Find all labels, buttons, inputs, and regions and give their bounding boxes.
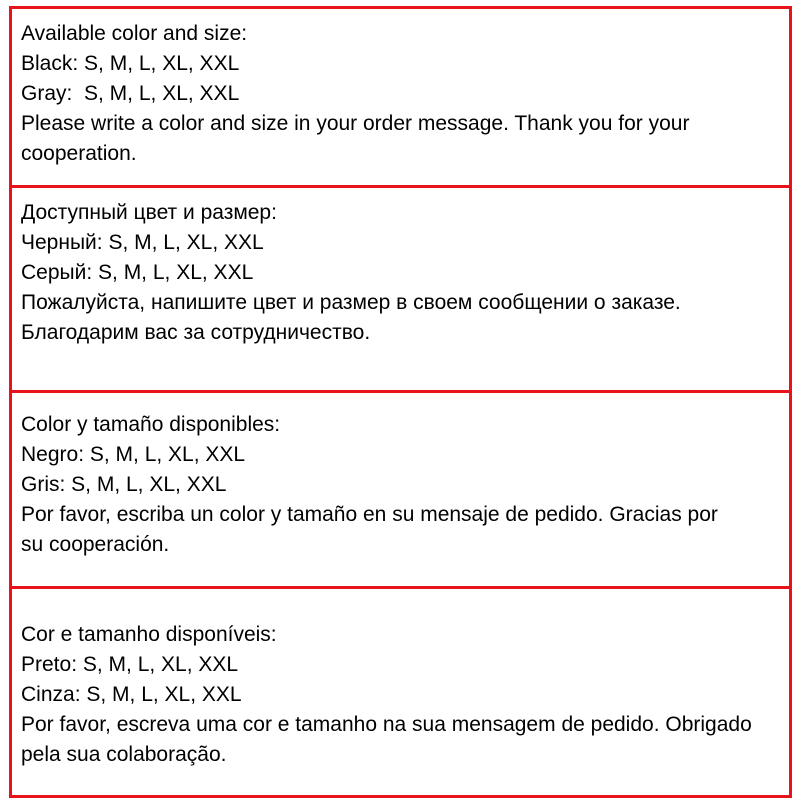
order-message-note: Please write a color and size in your order message. Thank you for your cooperation. [21, 112, 696, 165]
order-message-note: Por favor, escriba un color y tamaño en su mensaje de pedido. Gracias por su cooperación. [21, 503, 724, 556]
color-size-line: Black: S, M, L, XL, XXL [21, 52, 240, 75]
color-size-line: Серый: S, M, L, XL, XXL [21, 261, 254, 284]
section-russian [12, 188, 789, 390]
section-english [12, 9, 789, 185]
size-chart-box [9, 6, 792, 798]
order-message-note: Пожалуйста, напишите цвет и размер в своем сообщении о заказе. Благодарим вас за сотрудничество. [21, 291, 687, 344]
section-heading: Color y tamaño disponibles: [21, 413, 281, 436]
section-spanish [12, 393, 789, 586]
color-size-line: Gris: S, M, L, XL, XXL [21, 473, 227, 496]
section-portuguese [12, 589, 789, 795]
section-heading: Доступный цвет и размер: [21, 201, 277, 224]
section-heading: Cor e tamanho disponíveis: [21, 623, 277, 646]
section-heading: Available color and size: [21, 22, 248, 45]
color-size-line: Черный: S, M, L, XL, XXL [21, 231, 264, 254]
color-size-line: Negro: S, M, L, XL, XXL [21, 443, 246, 466]
color-size-line: Cinza: S, M, L, XL, XXL [21, 683, 242, 706]
color-size-line: Preto: S, M, L, XL, XXL [21, 653, 239, 676]
order-message-note: Por favor, escreva uma cor e tamanho na sua mensagem de pedido. Obrigado pela sua colaboração. [21, 713, 758, 766]
color-size-line: Gray: S, M, L, XL, XXL [21, 82, 240, 105]
